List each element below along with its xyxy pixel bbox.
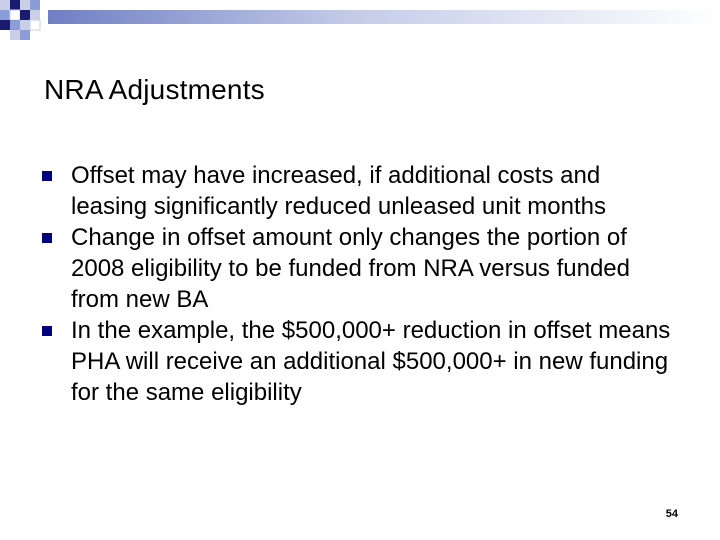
bullet-text: Change in offset amount only changes the portion of 2008 eligibility to be funded from NRA versus funded from new BA: [71, 224, 630, 313]
header-decoration: [0, 0, 720, 48]
bullet-item: [40, 160, 680, 222]
bullet-list: [40, 160, 680, 408]
bullet-item: [40, 222, 680, 315]
header-gradient-band: [48, 10, 720, 24]
square-bullet-icon: [42, 326, 52, 336]
header-checker-squares: [0, 0, 40, 40]
bullet-item: [40, 315, 680, 408]
page-number: 54: [665, 508, 678, 520]
slide-title: NRA Adjustments: [44, 74, 265, 105]
square-bullet-icon: [42, 233, 52, 243]
square-bullet-icon: [42, 171, 52, 181]
bullet-text: In the example, the $500,000+ reduction in offset means PHA will receive an additional $500,000+ in new funding for the same eligibility: [71, 317, 671, 406]
bullet-text: Offset may have increased, if additional costs and leasing significantly reduced unleased unit months: [71, 162, 606, 220]
